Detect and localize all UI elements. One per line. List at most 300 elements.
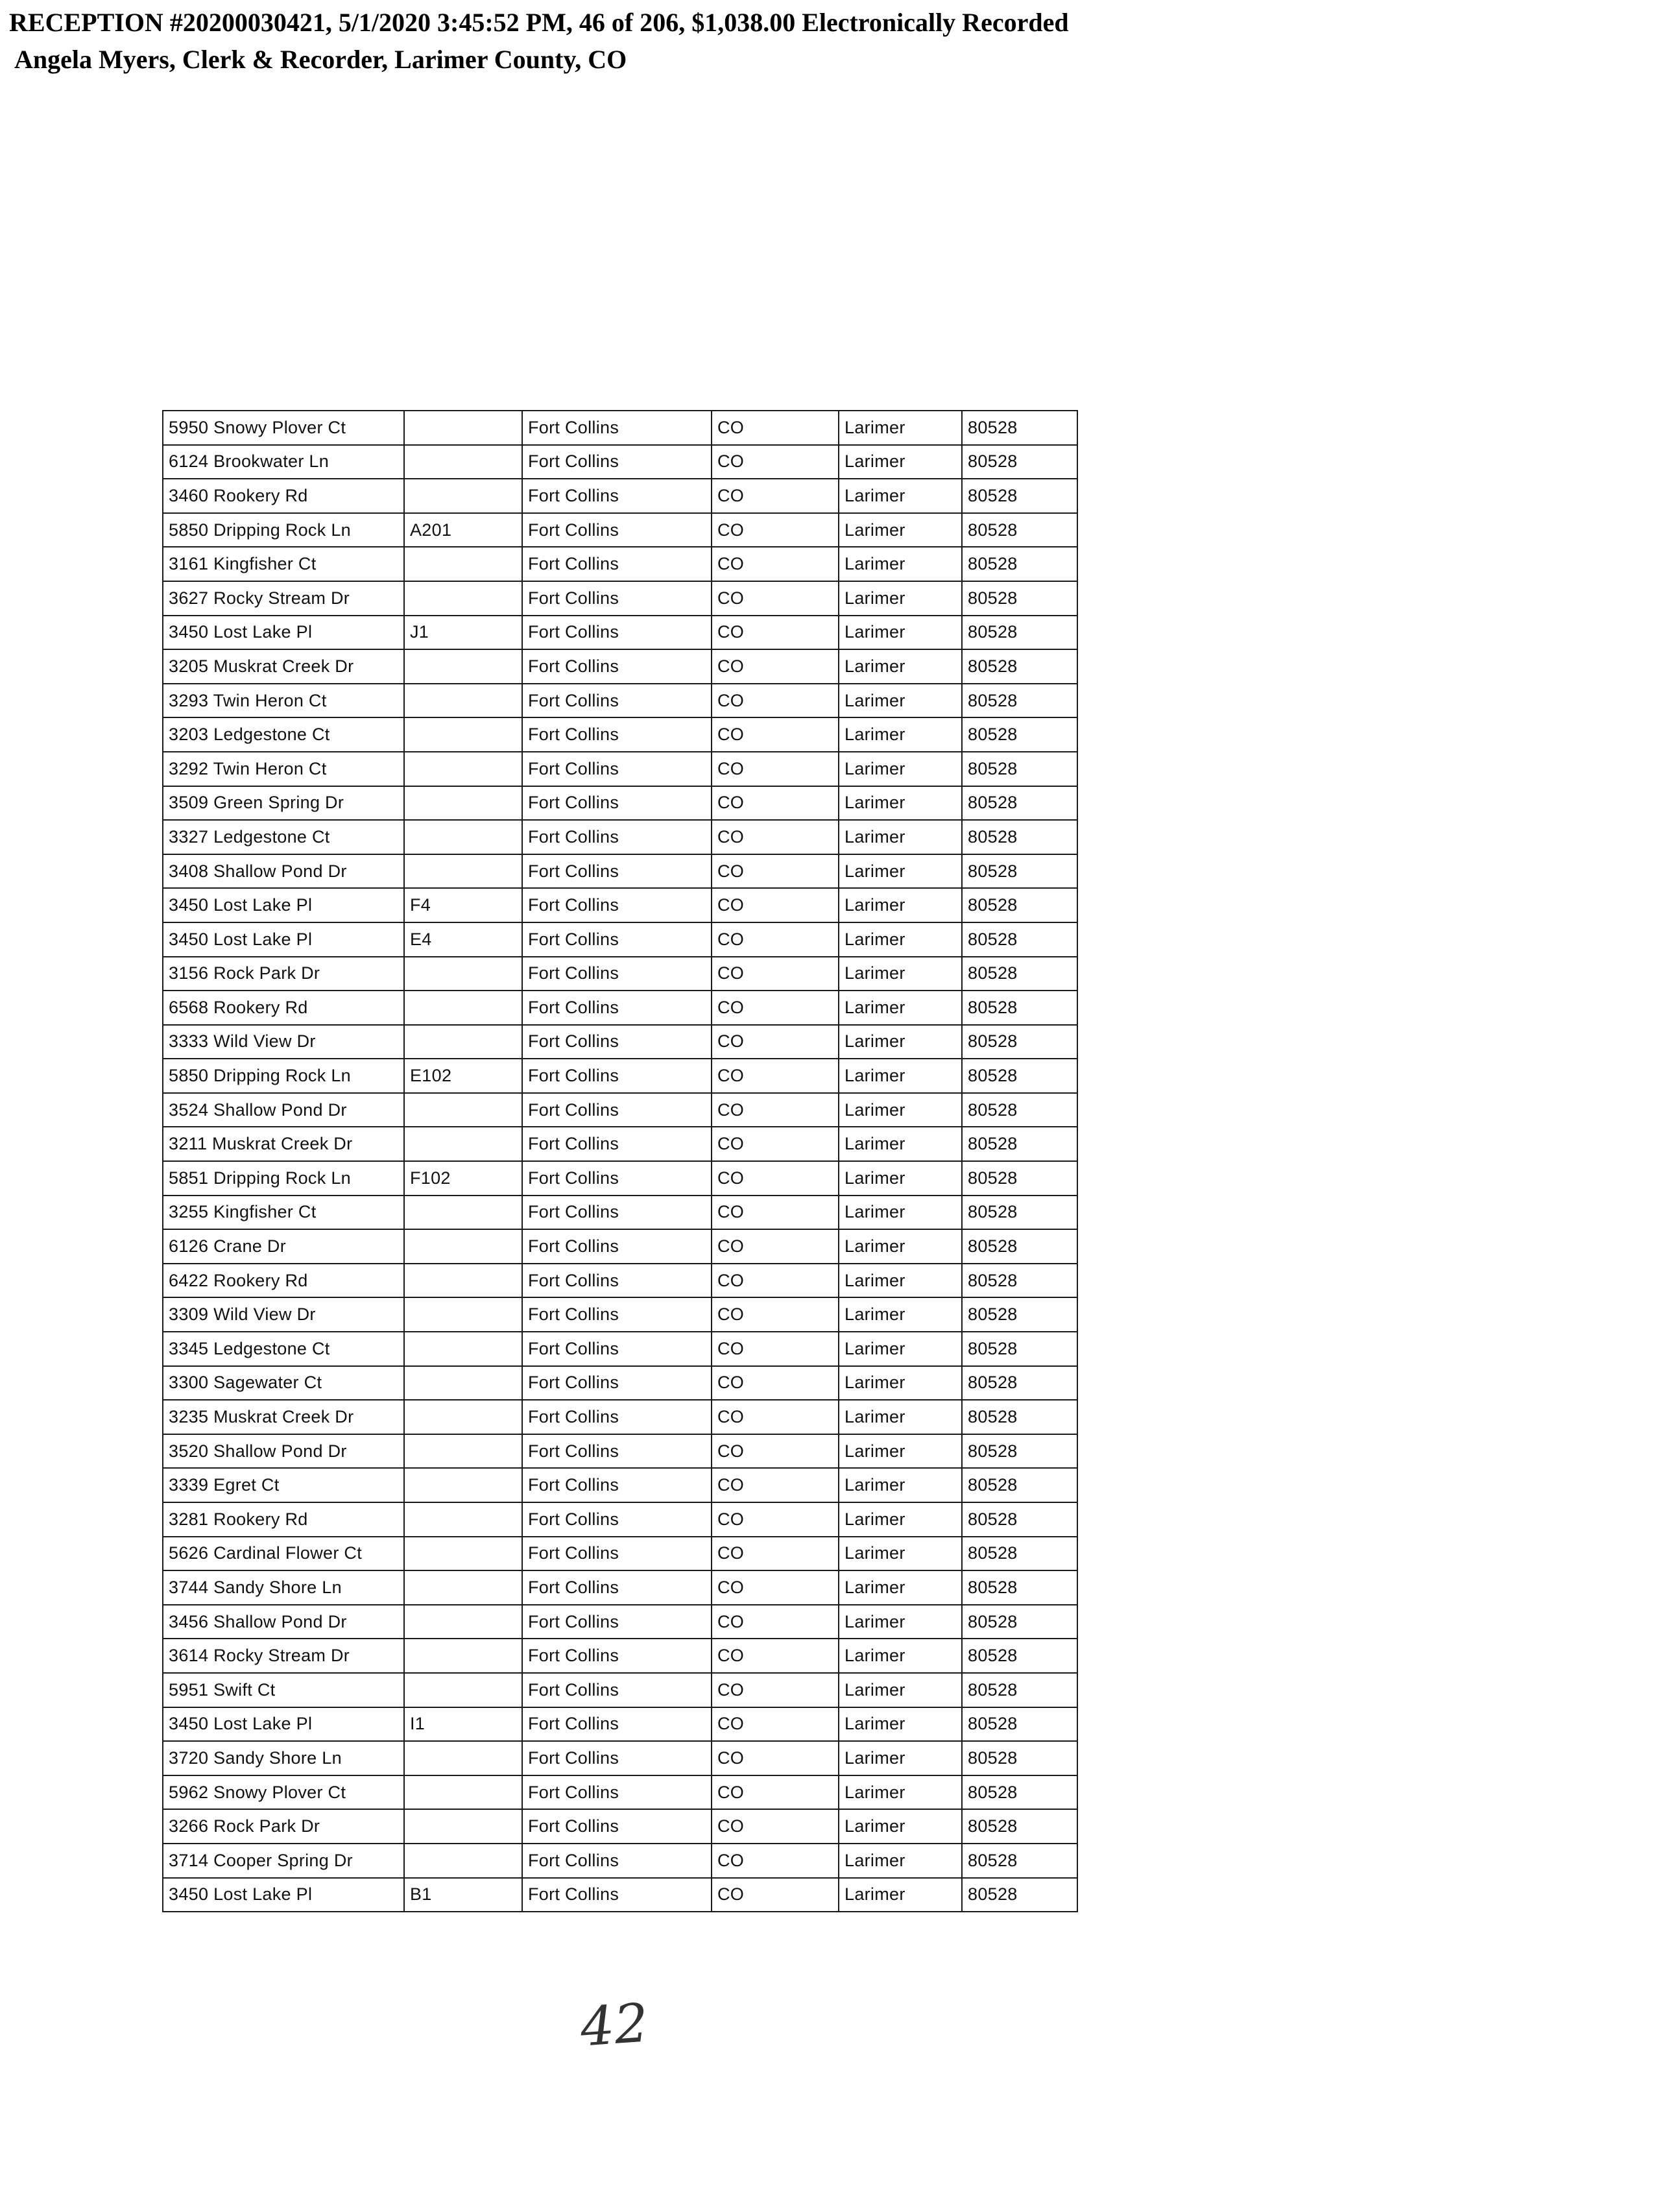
table-row (163, 1366, 1077, 1401)
address-cell: 3327 Ledgestone Ct (163, 820, 404, 854)
state-cell: CO (712, 1707, 839, 1742)
state-cell: CO (712, 1297, 839, 1332)
city-cell: Fort Collins (522, 1878, 712, 1912)
county-cell: Larimer (839, 513, 962, 547)
city-cell: Fort Collins (522, 1639, 712, 1673)
unit-cell (404, 684, 522, 718)
city-cell: Fort Collins (522, 957, 712, 991)
address-cell: 3292 Twin Heron Ct (163, 752, 404, 786)
zip-cell: 80528 (962, 1775, 1077, 1810)
city-cell: Fort Collins (522, 1127, 712, 1161)
zip-cell: 80528 (962, 888, 1077, 922)
zip-cell: 80528 (962, 922, 1077, 957)
address-cell: 3450 Lost Lake Pl (163, 922, 404, 957)
county-cell: Larimer (839, 479, 962, 513)
state-cell: CO (712, 411, 839, 445)
county-cell: Larimer (839, 786, 962, 821)
county-cell: Larimer (839, 1639, 962, 1673)
city-cell: Fort Collins (522, 1809, 712, 1844)
city-cell: Fort Collins (522, 479, 712, 513)
city-cell: Fort Collins (522, 1605, 712, 1639)
state-cell: CO (712, 1059, 839, 1093)
unit-cell (404, 854, 522, 889)
state-cell: CO (712, 581, 839, 616)
city-cell: Fort Collins (522, 991, 712, 1025)
table-row (163, 684, 1077, 718)
unit-cell: F4 (404, 888, 522, 922)
address-cell: 5626 Cardinal Flower Ct (163, 1537, 404, 1571)
zip-cell: 80528 (962, 1878, 1077, 1912)
address-cell: 3744 Sandy Shore Ln (163, 1570, 404, 1605)
unit-cell (404, 1673, 522, 1707)
table-row (163, 547, 1077, 581)
zip-cell: 80528 (962, 717, 1077, 752)
state-cell: CO (712, 1400, 839, 1434)
city-cell: Fort Collins (522, 1332, 712, 1366)
state-cell: CO (712, 854, 839, 889)
unit-cell (404, 479, 522, 513)
county-cell: Larimer (839, 1809, 962, 1844)
address-cell: 3203 Ledgestone Ct (163, 717, 404, 752)
city-cell: Fort Collins (522, 786, 712, 821)
zip-cell: 80528 (962, 1229, 1077, 1264)
address-cell: 3714 Cooper Spring Dr (163, 1844, 404, 1878)
zip-cell: 80528 (962, 991, 1077, 1025)
table-row (163, 820, 1077, 854)
zip-cell: 80528 (962, 957, 1077, 991)
state-cell: CO (712, 479, 839, 513)
state-cell: CO (712, 786, 839, 821)
address-cell: 5950 Snowy Plover Ct (163, 411, 404, 445)
state-cell: CO (712, 957, 839, 991)
state-cell: CO (712, 1264, 839, 1298)
city-cell: Fort Collins (522, 1161, 712, 1196)
city-cell: Fort Collins (522, 1537, 712, 1571)
table-row (163, 1093, 1077, 1127)
state-cell: CO (712, 717, 839, 752)
city-cell: Fort Collins (522, 616, 712, 650)
unit-cell (404, 991, 522, 1025)
table-row (163, 1434, 1077, 1469)
state-cell: CO (712, 1434, 839, 1469)
county-cell: Larimer (839, 616, 962, 650)
state-cell: CO (712, 1229, 839, 1264)
address-cell: 3156 Rock Park Dr (163, 957, 404, 991)
state-cell: CO (712, 1127, 839, 1161)
zip-cell: 80528 (962, 411, 1077, 445)
county-cell: Larimer (839, 957, 962, 991)
address-cell: 3450 Lost Lake Pl (163, 616, 404, 650)
table-row (163, 1809, 1077, 1844)
unit-cell (404, 1229, 522, 1264)
city-cell: Fort Collins (522, 1366, 712, 1401)
unit-cell (404, 547, 522, 581)
unit-cell (404, 1297, 522, 1332)
city-cell: Fort Collins (522, 1707, 712, 1742)
city-cell: Fort Collins (522, 888, 712, 922)
zip-cell: 80528 (962, 1844, 1077, 1878)
county-cell: Larimer (839, 854, 962, 889)
unit-cell (404, 1605, 522, 1639)
state-cell: CO (712, 1775, 839, 1810)
state-cell: CO (712, 1161, 839, 1196)
zip-cell: 80528 (962, 479, 1077, 513)
address-cell: 3614 Rocky Stream Dr (163, 1639, 404, 1673)
county-cell: Larimer (839, 1366, 962, 1401)
state-cell: CO (712, 1093, 839, 1127)
zip-cell: 80528 (962, 547, 1077, 581)
state-cell: CO (712, 1673, 839, 1707)
state-cell: CO (712, 1741, 839, 1775)
address-cell: 3339 Egret Ct (163, 1468, 404, 1502)
unit-cell (404, 786, 522, 821)
address-cell: 5962 Snowy Plover Ct (163, 1775, 404, 1810)
county-cell: Larimer (839, 1093, 962, 1127)
county-cell: Larimer (839, 1127, 962, 1161)
county-cell: Larimer (839, 1332, 962, 1366)
unit-cell: F102 (404, 1161, 522, 1196)
county-cell: Larimer (839, 1161, 962, 1196)
zip-cell: 80528 (962, 1093, 1077, 1127)
zip-cell: 80528 (962, 820, 1077, 854)
zip-cell: 80528 (962, 1468, 1077, 1502)
address-cell: 3211 Muskrat Creek Dr (163, 1127, 404, 1161)
city-cell: Fort Collins (522, 649, 712, 684)
address-cell: 6422 Rookery Rd (163, 1264, 404, 1298)
table-row (163, 1605, 1077, 1639)
city-cell: Fort Collins (522, 1775, 712, 1810)
table-row (163, 922, 1077, 957)
address-cell: 3450 Lost Lake Pl (163, 888, 404, 922)
zip-cell: 80528 (962, 1332, 1077, 1366)
county-cell: Larimer (839, 1844, 962, 1878)
zip-cell: 80528 (962, 1196, 1077, 1230)
state-cell: CO (712, 820, 839, 854)
state-cell: CO (712, 991, 839, 1025)
zip-cell: 80528 (962, 1570, 1077, 1605)
reception-line: RECEPTION #20200030421, 5/1/2020 3:45:52 PM, 46 of 206, $1,038.00 Electronically Recorded (9, 8, 1069, 37)
unit-cell (404, 1639, 522, 1673)
table-row (163, 786, 1077, 821)
unit-cell (404, 820, 522, 854)
zip-cell: 80528 (962, 1264, 1077, 1298)
address-cell: 3520 Shallow Pond Dr (163, 1434, 404, 1469)
address-cell: 5850 Dripping Rock Ln (163, 513, 404, 547)
table-row (163, 1229, 1077, 1264)
zip-cell: 80528 (962, 445, 1077, 479)
address-cell: 3255 Kingfisher Ct (163, 1196, 404, 1230)
table-row (163, 1775, 1077, 1810)
table-row (163, 616, 1077, 650)
address-cell: 3460 Rookery Rd (163, 479, 404, 513)
unit-cell (404, 1741, 522, 1775)
city-cell: Fort Collins (522, 1093, 712, 1127)
county-cell: Larimer (839, 581, 962, 616)
table-row (163, 1400, 1077, 1434)
zip-cell: 80528 (962, 513, 1077, 547)
county-cell: Larimer (839, 649, 962, 684)
county-cell: Larimer (839, 411, 962, 445)
table-row (163, 1332, 1077, 1366)
unit-cell (404, 1332, 522, 1366)
zip-cell: 80528 (962, 1297, 1077, 1332)
city-cell: Fort Collins (522, 1229, 712, 1264)
unit-cell (404, 1809, 522, 1844)
city-cell: Fort Collins (522, 411, 712, 445)
table-row (163, 1264, 1077, 1298)
county-cell: Larimer (839, 684, 962, 718)
county-cell: Larimer (839, 991, 962, 1025)
unit-cell (404, 957, 522, 991)
address-cell: 6126 Crane Dr (163, 1229, 404, 1264)
table-row (163, 1468, 1077, 1502)
county-cell: Larimer (839, 1605, 962, 1639)
state-cell: CO (712, 888, 839, 922)
state-cell: CO (712, 684, 839, 718)
address-cell: 3266 Rock Park Dr (163, 1809, 404, 1844)
table-row (163, 1537, 1077, 1571)
state-cell: CO (712, 1502, 839, 1537)
address-cell: 3281 Rookery Rd (163, 1502, 404, 1537)
city-cell: Fort Collins (522, 717, 712, 752)
zip-cell: 80528 (962, 1639, 1077, 1673)
address-cell: 3333 Wild View Dr (163, 1025, 404, 1059)
address-cell: 3300 Sagewater Ct (163, 1366, 404, 1401)
state-cell: CO (712, 922, 839, 957)
table-row (163, 1502, 1077, 1537)
table-row (163, 957, 1077, 991)
address-cell: 3456 Shallow Pond Dr (163, 1605, 404, 1639)
address-cell: 3627 Rocky Stream Dr (163, 581, 404, 616)
unit-cell (404, 717, 522, 752)
city-cell: Fort Collins (522, 1059, 712, 1093)
unit-cell (404, 1434, 522, 1469)
county-cell: Larimer (839, 922, 962, 957)
city-cell: Fort Collins (522, 684, 712, 718)
zip-cell: 80528 (962, 1605, 1077, 1639)
state-cell: CO (712, 1605, 839, 1639)
city-cell: Fort Collins (522, 1673, 712, 1707)
city-cell: Fort Collins (522, 1297, 712, 1332)
county-cell: Larimer (839, 1196, 962, 1230)
table-row (163, 991, 1077, 1025)
city-cell: Fort Collins (522, 1741, 712, 1775)
county-cell: Larimer (839, 1434, 962, 1469)
zip-cell: 80528 (962, 1741, 1077, 1775)
unit-cell: A201 (404, 513, 522, 547)
table-row (163, 752, 1077, 786)
county-cell: Larimer (839, 1059, 962, 1093)
state-cell: CO (712, 1639, 839, 1673)
unit-cell (404, 1196, 522, 1230)
county-cell: Larimer (839, 445, 962, 479)
address-cell: 5850 Dripping Rock Ln (163, 1059, 404, 1093)
zip-cell: 80528 (962, 854, 1077, 889)
table-row (163, 445, 1077, 479)
handwritten-page-number: 42 (578, 1992, 651, 2059)
zip-cell: 80528 (962, 649, 1077, 684)
city-cell: Fort Collins (522, 581, 712, 616)
table-row (163, 1196, 1077, 1230)
table-row (163, 1025, 1077, 1059)
zip-cell: 80528 (962, 752, 1077, 786)
address-cell: 3509 Green Spring Dr (163, 786, 404, 821)
table-row (163, 479, 1077, 513)
county-cell: Larimer (839, 1297, 962, 1332)
address-cell: 3720 Sandy Shore Ln (163, 1741, 404, 1775)
address-cell: 3345 Ledgestone Ct (163, 1332, 404, 1366)
unit-cell (404, 1844, 522, 1878)
address-cell: 3408 Shallow Pond Dr (163, 854, 404, 889)
zip-cell: 80528 (962, 1502, 1077, 1537)
city-cell: Fort Collins (522, 1196, 712, 1230)
unit-cell (404, 1775, 522, 1810)
city-cell: Fort Collins (522, 854, 712, 889)
state-cell: CO (712, 616, 839, 650)
unit-cell: B1 (404, 1878, 522, 1912)
table-row (163, 581, 1077, 616)
table-row (163, 1844, 1077, 1878)
county-cell: Larimer (839, 1229, 962, 1264)
state-cell: CO (712, 1196, 839, 1230)
table-row (163, 1673, 1077, 1707)
city-cell: Fort Collins (522, 1844, 712, 1878)
unit-cell (404, 1366, 522, 1401)
county-cell: Larimer (839, 1878, 962, 1912)
table-row (163, 1059, 1077, 1093)
table-row (163, 1161, 1077, 1196)
zip-cell: 80528 (962, 1366, 1077, 1401)
unit-cell: I1 (404, 1707, 522, 1742)
unit-cell (404, 1502, 522, 1537)
county-cell: Larimer (839, 1264, 962, 1298)
unit-cell: J1 (404, 616, 522, 650)
zip-cell: 80528 (962, 1537, 1077, 1571)
table-row (163, 1297, 1077, 1332)
state-cell: CO (712, 513, 839, 547)
zip-cell: 80528 (962, 786, 1077, 821)
unit-cell (404, 445, 522, 479)
state-cell: CO (712, 1570, 839, 1605)
address-cell: 3293 Twin Heron Ct (163, 684, 404, 718)
zip-cell: 80528 (962, 1673, 1077, 1707)
city-cell: Fort Collins (522, 1468, 712, 1502)
county-cell: Larimer (839, 1775, 962, 1810)
unit-cell: E102 (404, 1059, 522, 1093)
county-cell: Larimer (839, 888, 962, 922)
table-row (163, 854, 1077, 889)
unit-cell (404, 752, 522, 786)
state-cell: CO (712, 1366, 839, 1401)
table-row (163, 1707, 1077, 1742)
city-cell: Fort Collins (522, 547, 712, 581)
city-cell: Fort Collins (522, 1502, 712, 1537)
county-cell: Larimer (839, 1707, 962, 1742)
city-cell: Fort Collins (522, 513, 712, 547)
city-cell: Fort Collins (522, 1264, 712, 1298)
state-cell: CO (712, 649, 839, 684)
city-cell: Fort Collins (522, 1025, 712, 1059)
zip-cell: 80528 (962, 1434, 1077, 1469)
address-cell: 3235 Muskrat Creek Dr (163, 1400, 404, 1434)
table-row (163, 1639, 1077, 1673)
county-cell: Larimer (839, 547, 962, 581)
county-cell: Larimer (839, 1537, 962, 1571)
state-cell: CO (712, 1844, 839, 1878)
unit-cell (404, 1468, 522, 1502)
table-row (163, 717, 1077, 752)
county-cell: Larimer (839, 1025, 962, 1059)
unit-cell (404, 411, 522, 445)
county-cell: Larimer (839, 1502, 962, 1537)
table-row (163, 888, 1077, 922)
recording-header (9, 4, 1069, 78)
unit-cell: E4 (404, 922, 522, 957)
city-cell: Fort Collins (522, 922, 712, 957)
zip-cell: 80528 (962, 616, 1077, 650)
zip-cell: 80528 (962, 1707, 1077, 1742)
county-cell: Larimer (839, 1673, 962, 1707)
address-cell: 3450 Lost Lake Pl (163, 1707, 404, 1742)
state-cell: CO (712, 1878, 839, 1912)
county-cell: Larimer (839, 752, 962, 786)
state-cell: CO (712, 1537, 839, 1571)
zip-cell: 80528 (962, 1809, 1077, 1844)
state-cell: CO (712, 445, 839, 479)
address-table (162, 410, 1078, 1912)
zip-cell: 80528 (962, 1127, 1077, 1161)
table-row (163, 411, 1077, 445)
state-cell: CO (712, 1025, 839, 1059)
address-cell: 5851 Dripping Rock Ln (163, 1161, 404, 1196)
address-cell: 3161 Kingfisher Ct (163, 547, 404, 581)
county-cell: Larimer (839, 1570, 962, 1605)
state-cell: CO (712, 1809, 839, 1844)
address-cell: 6568 Rookery Rd (163, 991, 404, 1025)
table-row (163, 1741, 1077, 1775)
zip-cell: 80528 (962, 1059, 1077, 1093)
zip-cell: 80528 (962, 684, 1077, 718)
address-cell: 3450 Lost Lake Pl (163, 1878, 404, 1912)
city-cell: Fort Collins (522, 1434, 712, 1469)
state-cell: CO (712, 1332, 839, 1366)
city-cell: Fort Collins (522, 445, 712, 479)
address-table-container (162, 410, 1077, 1912)
address-cell: 3309 Wild View Dr (163, 1297, 404, 1332)
state-cell: CO (712, 547, 839, 581)
zip-cell: 80528 (962, 1400, 1077, 1434)
city-cell: Fort Collins (522, 752, 712, 786)
unit-cell (404, 1025, 522, 1059)
unit-cell (404, 1127, 522, 1161)
zip-cell: 80528 (962, 1025, 1077, 1059)
unit-cell (404, 1264, 522, 1298)
city-cell: Fort Collins (522, 1400, 712, 1434)
clerk-line: Angela Myers, Clerk & Recorder, Larimer County, CO (14, 45, 627, 74)
table-row (163, 513, 1077, 547)
state-cell: CO (712, 752, 839, 786)
zip-cell: 80528 (962, 581, 1077, 616)
zip-cell: 80528 (962, 1161, 1077, 1196)
address-cell: 5951 Swift Ct (163, 1673, 404, 1707)
city-cell: Fort Collins (522, 820, 712, 854)
table-row (163, 1570, 1077, 1605)
table-row (163, 1127, 1077, 1161)
address-cell: 3205 Muskrat Creek Dr (163, 649, 404, 684)
address-cell: 6124 Brookwater Ln (163, 445, 404, 479)
unit-cell (404, 1400, 522, 1434)
unit-cell (404, 1537, 522, 1571)
